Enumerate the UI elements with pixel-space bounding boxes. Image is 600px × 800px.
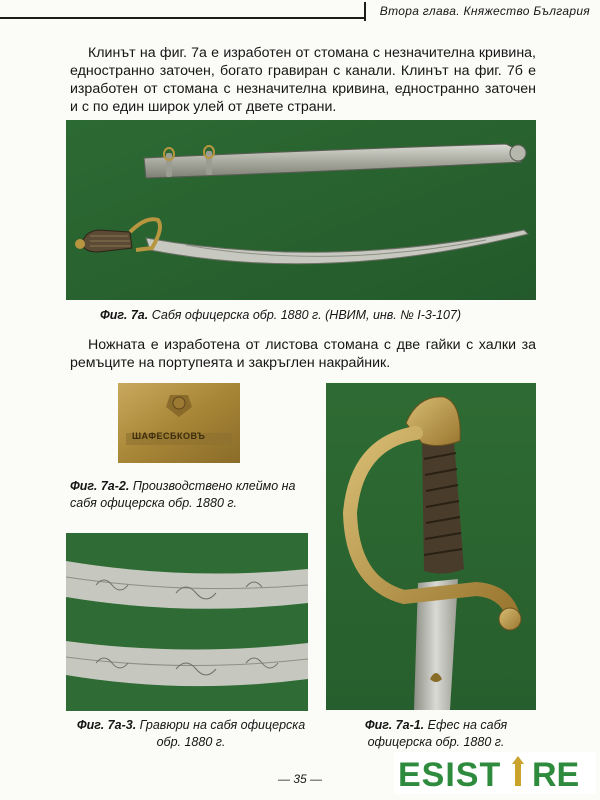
photo-fig-7a <box>66 120 536 300</box>
caption-label: Фиг. 7а-3. <box>76 718 137 732</box>
photo-fig-7a-1 <box>326 383 536 710</box>
stamp-text: ШАФЕСБКОВЪ <box>132 431 206 441</box>
svg-text:ESIST: ESIST <box>398 756 502 794</box>
caption-text: Ефес на сабя офицерска обр. 1880 г. <box>367 718 508 749</box>
caption-text: Гравюри на сабя офицерска обр. 1880 г. <box>139 718 306 749</box>
caption-text: Сабя офицерска обр. 1880 г. (НВИМ, инв. № I-3-107) <box>151 308 462 322</box>
caption-fig-7a-1 <box>336 717 536 751</box>
body-paragraph-2: Ножната е изработена от листова стомана с две гайки с халки за ремъците на портупеята и закръглен накрайник. <box>70 337 536 371</box>
caption-fig-7a-3 <box>66 717 316 751</box>
caption-label: Фиг. 7а-2. <box>70 479 130 493</box>
esistore-logo <box>394 752 596 794</box>
svg-text:RE: RE <box>532 756 580 794</box>
page-number: — 35 — <box>277 772 322 786</box>
caption-fig-7a-2 <box>70 478 320 512</box>
caption-label: Фиг. 7а. <box>100 308 149 322</box>
caption-text: Производствено клеймо на сабя офицерска обр. 1880 г. <box>70 479 296 510</box>
caption-fig-7a <box>100 307 540 324</box>
caption-label: Фиг. 7а-1. <box>364 718 425 732</box>
running-header <box>0 0 600 24</box>
photo-fig-7a-3 <box>66 533 308 711</box>
chapter-title: Втора глава. Княжество България <box>364 2 600 21</box>
photo-fig-7a-2 <box>118 383 240 463</box>
body-paragraph-1: Клинът на фиг. 7а е изработен от стомана с незначителна кривина, едностранно заточен, богато гравиран с канали. Клинът на фиг. 7б е изработен от стомана с незначителна кривина, едностранно заточен и с по един широк улей от двете страни. <box>70 45 536 115</box>
